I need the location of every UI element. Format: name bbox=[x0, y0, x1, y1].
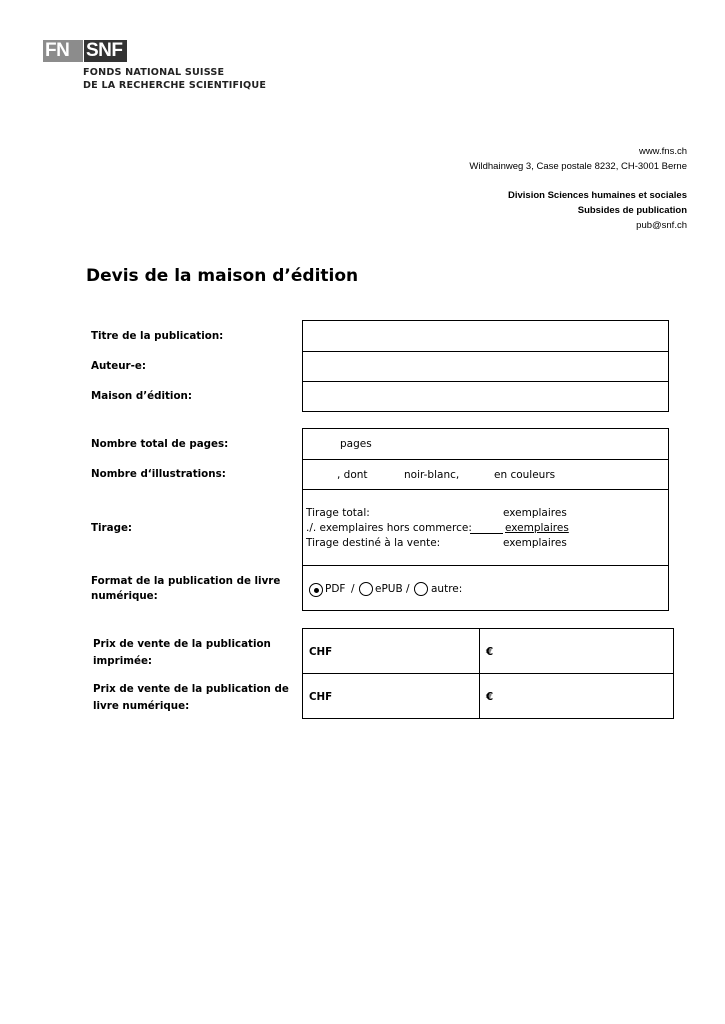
price-digital-eur-input[interactable] bbox=[500, 685, 668, 709]
maison-label: Maison d’édition: bbox=[91, 390, 192, 402]
eur-label-print: € bbox=[486, 646, 494, 658]
hors-commerce-label: ./. exemplaires hors commerce: bbox=[306, 522, 472, 534]
logo-snf-text: SNF bbox=[86, 40, 123, 61]
vente-unit: exemplaires bbox=[503, 537, 567, 549]
vente-label: Tirage destiné à la vente: bbox=[306, 537, 441, 549]
org-name-line2: DE LA RECHERCHE SCIENTIFIQUE bbox=[83, 80, 267, 91]
radio-pdf[interactable] bbox=[309, 583, 323, 597]
illus-color-input[interactable] bbox=[460, 463, 492, 485]
chf-label-print: CHF bbox=[309, 646, 333, 658]
titre-label: Titre de la publication: bbox=[91, 330, 224, 342]
radio-epub[interactable] bbox=[359, 582, 373, 596]
autre-input[interactable] bbox=[466, 579, 656, 599]
eur-label-digital: € bbox=[486, 691, 494, 703]
illus-total-input[interactable] bbox=[306, 463, 336, 485]
auteur-label: Auteur-e: bbox=[91, 360, 146, 372]
price-digital-chf-input[interactable] bbox=[337, 685, 473, 709]
option-pdf-label: PDF bbox=[325, 583, 346, 595]
divider bbox=[302, 673, 674, 674]
option-separator: / bbox=[351, 583, 355, 595]
option-separator: / bbox=[406, 583, 410, 595]
radio-autre[interactable] bbox=[414, 582, 428, 596]
tirage-total-unit: exemplaires bbox=[503, 507, 567, 519]
illus-bw-label: noir-blanc, bbox=[404, 469, 460, 481]
radio-selected-dot bbox=[314, 588, 319, 593]
illus-dont: , dont bbox=[337, 469, 368, 481]
price-print-chf-input[interactable] bbox=[337, 640, 473, 664]
illus-bw-input[interactable] bbox=[372, 463, 402, 485]
tirage-total-label: Tirage total: bbox=[306, 507, 370, 519]
divider bbox=[302, 565, 669, 566]
section: Subsides de publication bbox=[577, 205, 687, 216]
org-name-line1: FONDS NATIONAL SUISSE bbox=[83, 67, 225, 78]
divider bbox=[302, 459, 669, 460]
illus-color-label: en couleurs bbox=[494, 469, 556, 481]
prix-num-label-line2: livre numérique: bbox=[93, 700, 190, 712]
pages-label: Nombre total de pages: bbox=[91, 438, 229, 450]
illus-label: Nombre d‘illustrations: bbox=[91, 468, 226, 480]
hors-commerce-unit: exemplaires bbox=[505, 522, 569, 534]
price-print-eur-input[interactable] bbox=[500, 640, 668, 664]
website: www.fns.ch bbox=[638, 146, 687, 157]
auteur-field[interactable] bbox=[304, 353, 667, 380]
hors-commerce-input[interactable] bbox=[470, 520, 503, 534]
prix-imprime-label-line1: Prix de vente de la publication bbox=[93, 638, 271, 650]
address: Wildhainweg 3, Case postale 8232, CH-3001 Berne bbox=[469, 161, 687, 172]
pages-input[interactable] bbox=[306, 432, 336, 454]
divider bbox=[302, 381, 669, 382]
format-label-line2: numérique: bbox=[91, 590, 158, 602]
divider bbox=[302, 489, 669, 490]
option-epub-label: ePUB bbox=[375, 583, 403, 595]
pages-unit: pages bbox=[340, 438, 372, 450]
email: pub@snf.ch bbox=[636, 220, 687, 231]
divider bbox=[302, 351, 669, 352]
prix-imprime-label-line2: imprimée: bbox=[93, 655, 153, 667]
page-title: Devis de la maison d’édition bbox=[86, 266, 359, 286]
vente-input[interactable] bbox=[470, 535, 500, 549]
maison-field[interactable] bbox=[304, 383, 667, 410]
prix-num-label-line1: Prix de vente de la publication de bbox=[93, 683, 289, 695]
option-autre-label: autre: bbox=[431, 583, 463, 595]
format-label-line1: Format de la publication de livre bbox=[91, 575, 281, 587]
division: Division Sciences humaines et sociales bbox=[508, 190, 687, 201]
tirage-label: Tirage: bbox=[91, 522, 133, 534]
chf-label-digital: CHF bbox=[309, 691, 333, 703]
titre-field[interactable] bbox=[304, 322, 667, 350]
divider bbox=[479, 628, 480, 719]
logo-fn-text: FN bbox=[45, 40, 70, 61]
tirage-total-input[interactable] bbox=[470, 505, 500, 519]
